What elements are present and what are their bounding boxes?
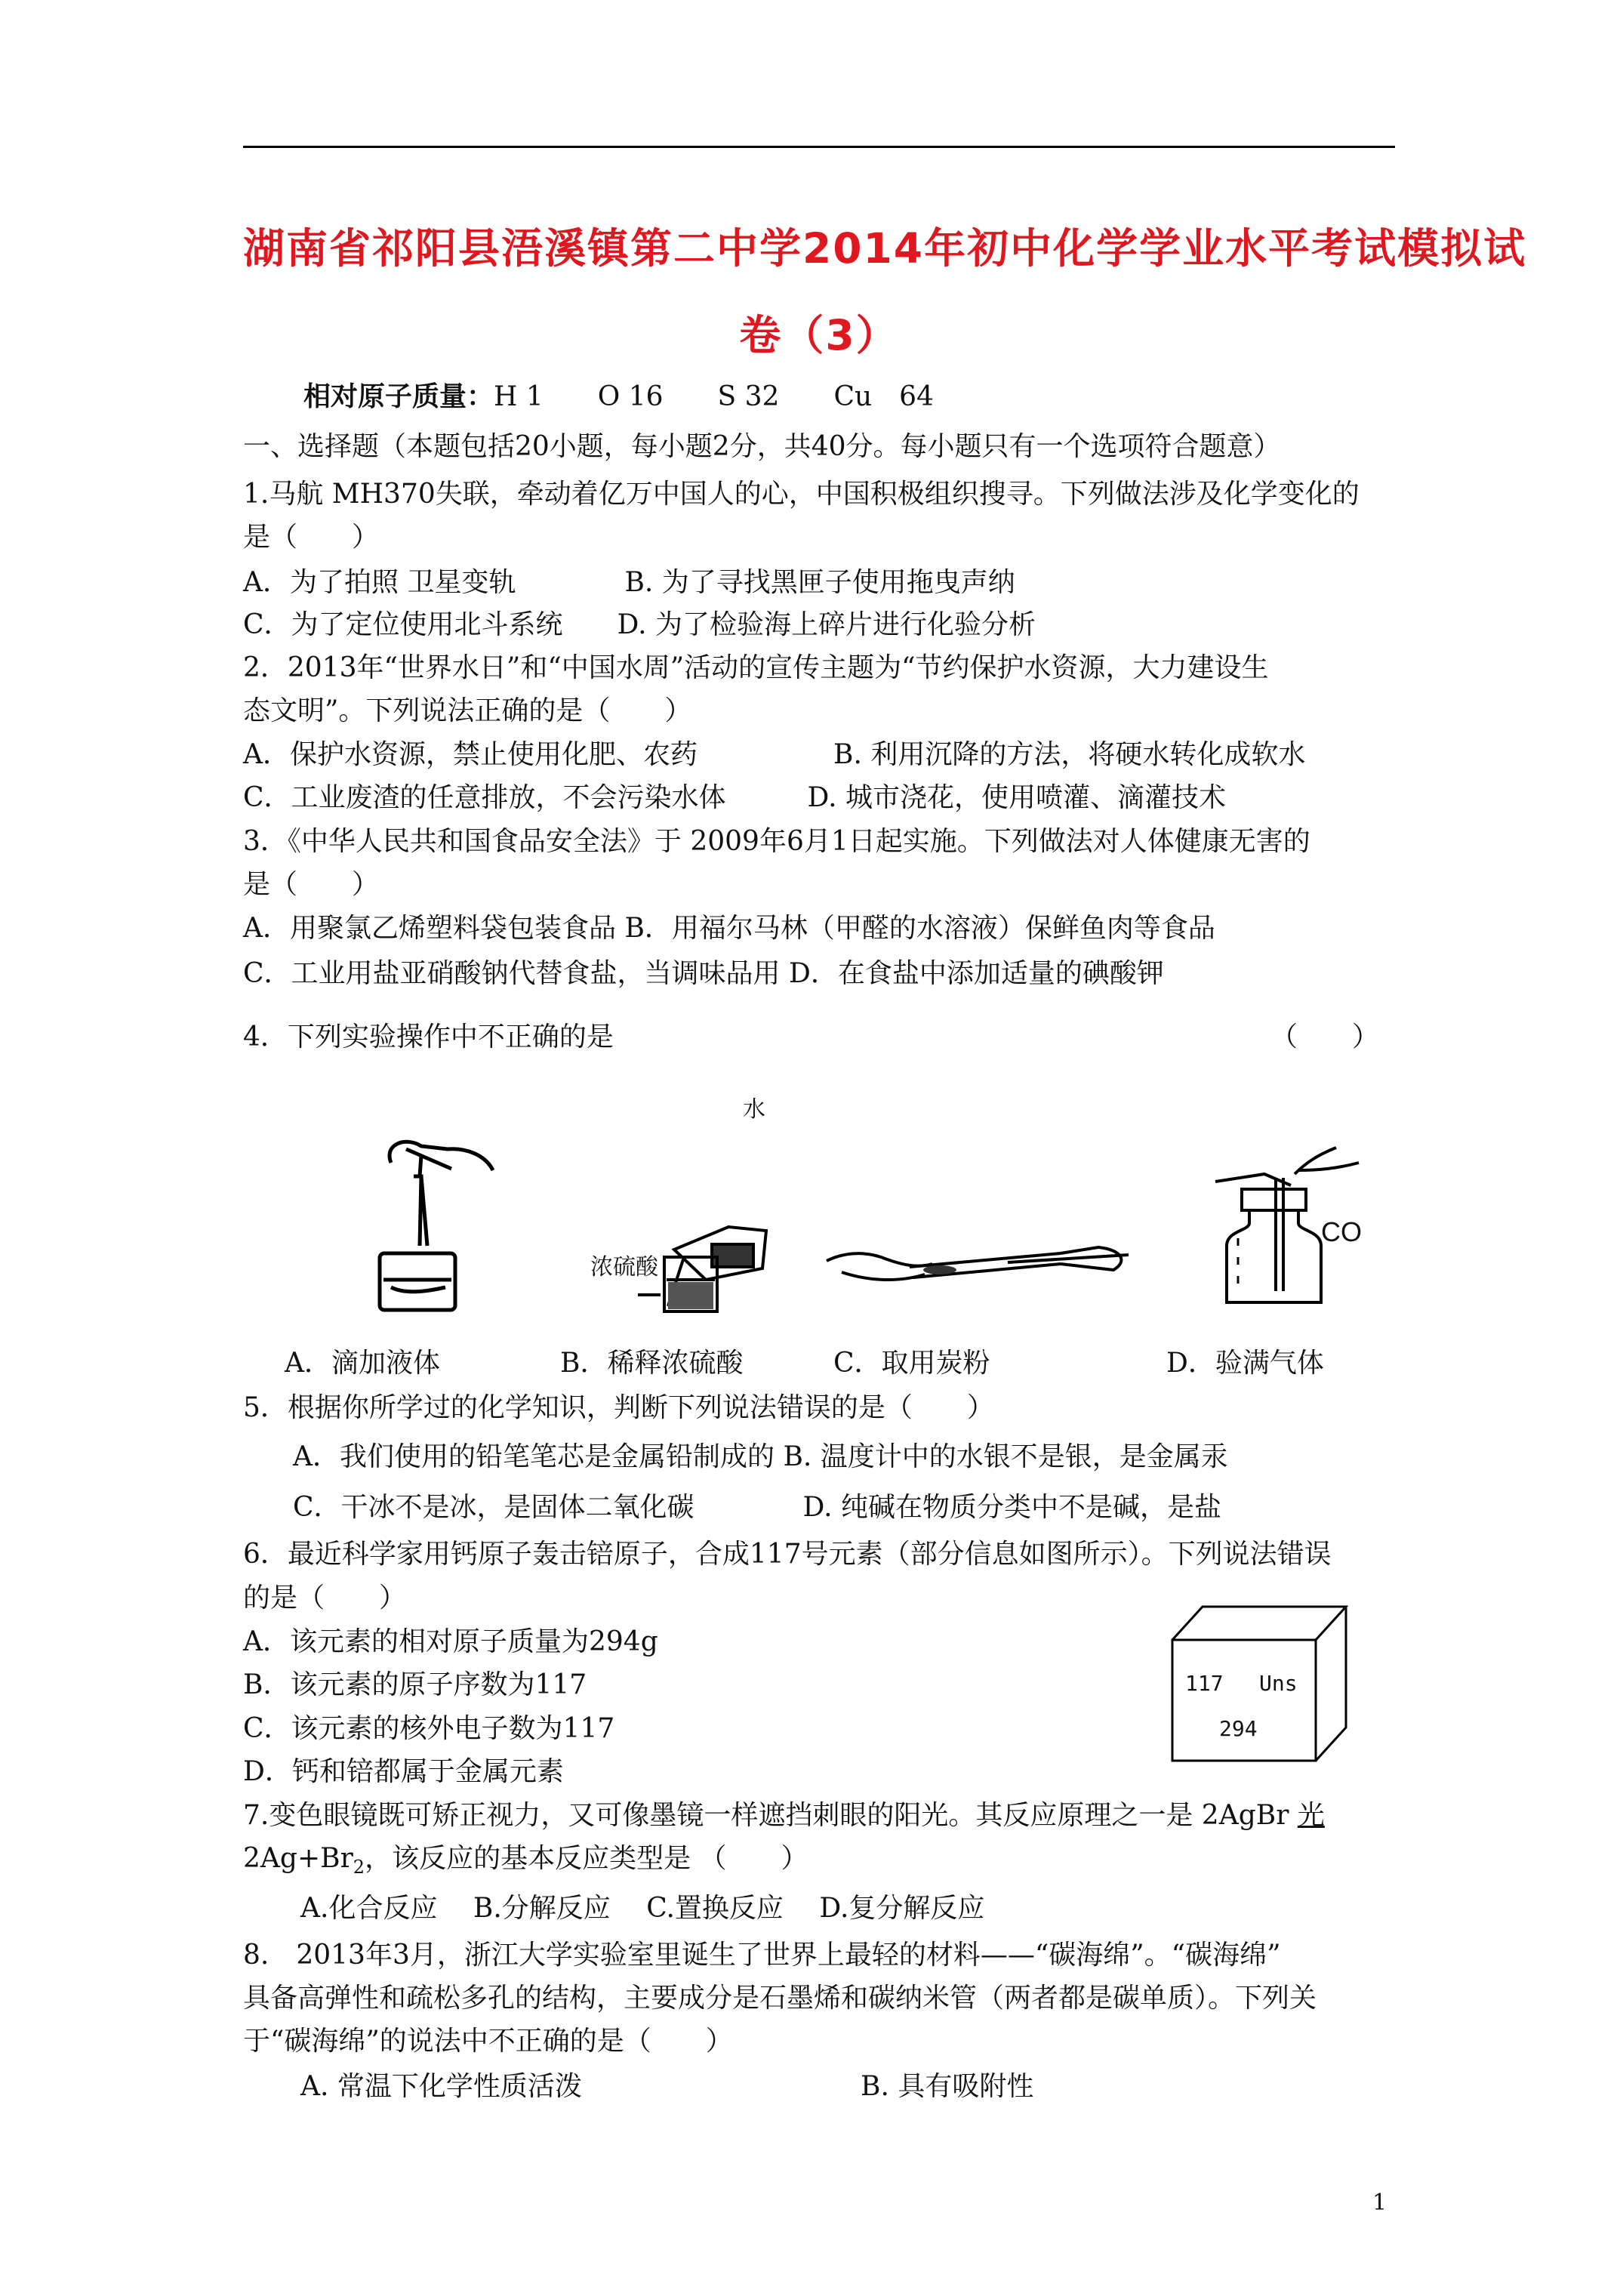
q4-option-d: D．验满气体	[1166, 1348, 1324, 1379]
q3-options-cd: C．工业用盐亚硝酸钠代替食盐，当调味品用 D．在食盐中添加适量的碘酸钾	[243, 958, 1164, 989]
exam-title-line1: 湖南省祁阳县浯溪镇第二中学2014年初中化学学业水平考试模拟试	[243, 224, 1527, 273]
figure-dropper-beaker	[361, 1133, 512, 1321]
q7-stem-text: 7.变色眼镜既可矫正视力，又可像墨镜一样遮挡刺眼的阳光。其反应原理之一是 2AgBr	[243, 1800, 1298, 1831]
q6-option-c: C．该元素的核外电子数为117	[243, 1713, 615, 1744]
label-conc-sulfuric: 浓硫酸	[590, 1254, 658, 1281]
q8-option-b: B. 具有吸附性	[861, 2071, 1034, 2102]
q6-option-d: D．钙和锫都属于金属元素	[243, 1756, 564, 1787]
q6-option-a: A．该元素的相对原子质量为294g	[243, 1626, 658, 1657]
q1-stem-line2: 是（ ）	[243, 522, 380, 553]
q1-options-ab: A．为了拍照 卫星变轨 B. 为了寻找黑匣子使用拖曳声纳	[243, 567, 1015, 598]
q1-options-cd: C．为了定位使用北斗系统 D. 为了检验海上碎片进行化验分析	[243, 609, 1036, 640]
q4-option-b: B．稀释浓硫酸	[560, 1348, 744, 1379]
q6-stem-line2: 的是（ ）	[243, 1583, 407, 1613]
q5-options-ab: A．我们使用的铅笔笔芯是金属铅制成的 B. 温度计中的水银不是银，是金属汞	[293, 1441, 1228, 1472]
q2-stem-line2: 态文明”。下列说法正确的是（ ）	[243, 695, 692, 726]
atomic-mass-label: 相对原子质量：	[303, 381, 494, 412]
q8-option-a: A. 常温下化学性质活泼	[300, 2071, 582, 2102]
q3-stem-line1: 3．《中华人民共和国食品安全法》于 2009年6月1日起实施。下列做法对人体健康无害的	[243, 826, 1310, 857]
q4-answer-paren: （ ）	[1270, 1022, 1380, 1052]
q1-stem-line1: 1.马航 MH370失联，牵动着亿万中国人的心，中国积极组织搜寻。下列做法涉及化学变化的	[243, 479, 1360, 510]
q2-options-ab: A．保护水资源，禁止使用化肥、农药 B. 利用沉降的方法，将硬水转化成软水	[243, 739, 1306, 770]
q5-stem: 5．根据你所学过的化学知识，判断下列说法错误的是（ ）	[243, 1392, 994, 1423]
q7-stem-line2	[243, 1842, 808, 1884]
q7-stem-line1	[243, 1799, 1325, 1832]
q5-options-cd: C．干冰不是冰，是固体二氧化碳 D. 纯碱在物质分类中不是碱，是盐	[293, 1492, 1222, 1523]
q2-options-cd: C．工业废渣的任意排放，不会污染水体 D. 城市浇花，使用喷灌、滴灌技术	[243, 782, 1227, 813]
q3-options-ab: A．用聚氯乙烯塑料袋包装食品 B．用福尔马林（甲醛的水溶液）保鲜鱼肉等食品	[243, 913, 1215, 944]
exam-title-line2: 卷（3）	[739, 311, 899, 359]
q8-stem-line1: 8. 2013年3月，浙江大学实验室里诞生了世界上最轻的材料——“碳海绵”。“碳海绵”	[243, 1940, 1281, 1971]
q7-subscript: 2	[353, 1857, 365, 1878]
label-water: 水	[743, 1096, 765, 1123]
q4-option-a: A．滴加液体	[285, 1348, 440, 1379]
figure-test-tube-carbon	[812, 1216, 1144, 1299]
atomic-mass-row	[303, 381, 934, 414]
q7-options: A.化合反应 B.分解反应 C.置换反应 D.复分解反应	[300, 1893, 985, 1924]
q2-stem-line1: 2．2013年“世界水日”和“中国水周”活动的宣传主题为“节约保护水资源，大力建设生	[243, 652, 1269, 683]
q4-option-c: C．取用炭粉	[833, 1348, 990, 1379]
element-mass: 294	[1219, 1716, 1258, 1741]
q8-stem-line3: 于“碳海绵”的说法中不正确的是（ ）	[243, 2026, 733, 2057]
element-symbol: Uns	[1259, 1671, 1298, 1696]
q3-stem-line2: 是（ ）	[243, 869, 380, 900]
page-number: 1	[1372, 2190, 1387, 2216]
q6-stem-line1: 6．最近科学家用钙原子轰击锫原子，合成117号元素（部分信息如图所示）。下列说法错误	[243, 1539, 1332, 1570]
q8-stem-line2: 具备高弹性和疏松多孔的结构，主要成分是石墨烯和碳纳米管（两者都是碳单质）。下列关	[243, 1983, 1317, 2014]
q4-stem: 4．下列实验操作中不正确的是	[243, 1022, 614, 1052]
section-heading: 一、选择题（本题包括20小题，每小题2分，共40分。每小题只有一个选项符合题意）	[243, 431, 1281, 462]
figure-dilute-acid	[577, 1185, 796, 1314]
q7-stem-question: ，该反应的基本反应类型是 （ ）	[365, 1843, 808, 1874]
q7-product: 2Ag+Br	[243, 1843, 353, 1874]
label-co: CO	[1321, 1216, 1362, 1247]
q6-option-b: B．该元素的原子序数为117	[243, 1669, 587, 1700]
header-rule	[243, 146, 1395, 148]
element-atomic-number: 117	[1185, 1671, 1224, 1696]
q7-light-condition: 光	[1297, 1800, 1325, 1831]
atomic-mass-values: H 1 O 16 S 32 Cu 64	[494, 381, 934, 412]
